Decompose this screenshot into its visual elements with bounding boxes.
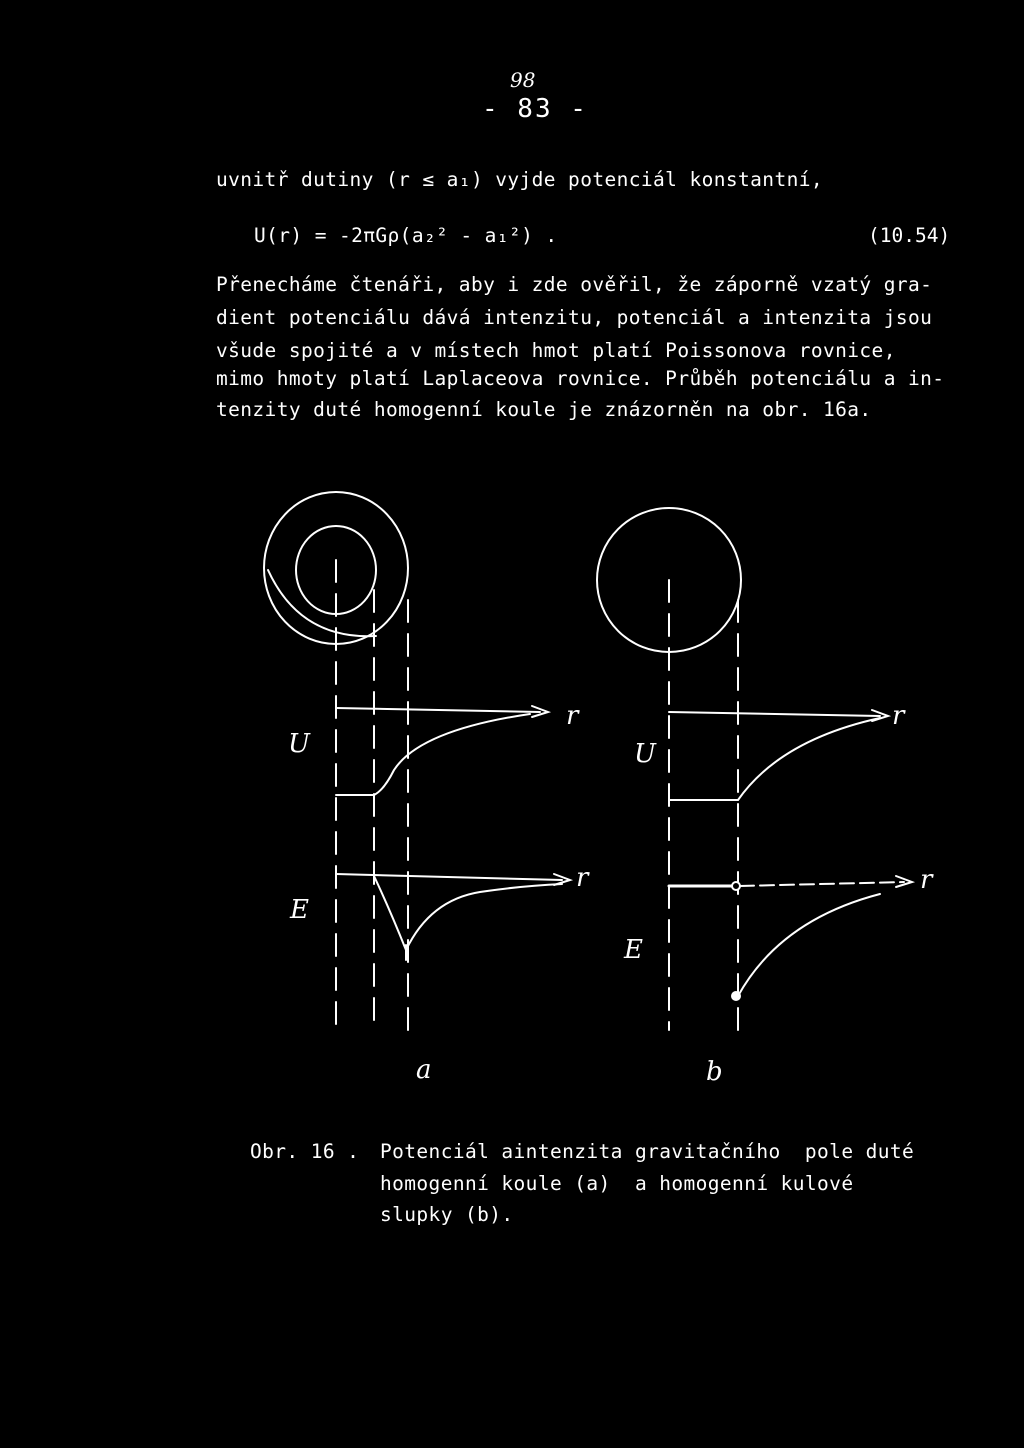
text-line-7: tenzity duté homogenní koule je znázorněn na obr. 16a. [216,398,872,421]
panel-b-dashed-guides [669,580,738,1030]
page-number: - 83 - [482,94,588,124]
panel-a-U-label: U [288,729,310,759]
panel-a-intensity-plot [336,874,570,960]
equation-label: (10.54) [868,224,951,247]
panel-b-potential-plot [669,710,888,800]
panel-b-E-label: E [624,935,643,965]
panel-a-E-label: E [290,895,309,925]
panel-a-r-label-U: r [566,701,579,731]
panel-b-label: b [706,1057,723,1087]
panel-a-potential-plot [336,706,548,795]
panel-b-r-label-U: r [892,701,905,731]
text-line-1: uvnitř dutiny (r ≤ a₁) vyjde potenciál konstantní, [216,168,823,191]
panel-a-r-label-E: r [576,863,589,893]
caption-line-2: homogenní koule (a) a homogenní kulové [380,1172,854,1195]
text-line-3: Přenecháme čtenáři, aby i zde ověřil, že záporně vzatý gra- [216,273,933,296]
caption-prefix: Obr. 16 . [250,1140,360,1163]
panel-a-label: a [416,1055,432,1085]
text-line-5: všude spojité a v místech hmot platí Poissonova rovnice, [216,339,896,362]
text-line-4: dient potenciálu dává intenzitu, potenciál a intenzita jsou [216,306,933,329]
caption-line-1: Potenciál aintenzita gravitačního pole duté [380,1140,915,1163]
panel-b-r-label-E: r [920,865,933,895]
equation: U(r) = -2πGρ(a₂² - a₁²) . [254,224,558,247]
panel-b-U-label: U [634,739,656,769]
text-line-6: mimo hmoty platí Laplaceova rovnice. Průběh potenciálu a in- [216,367,945,390]
handwritten-page-number: 98 [510,68,536,92]
panel-b-intensity-plot [669,876,912,1000]
caption-line-3: slupky (b). [380,1203,514,1226]
